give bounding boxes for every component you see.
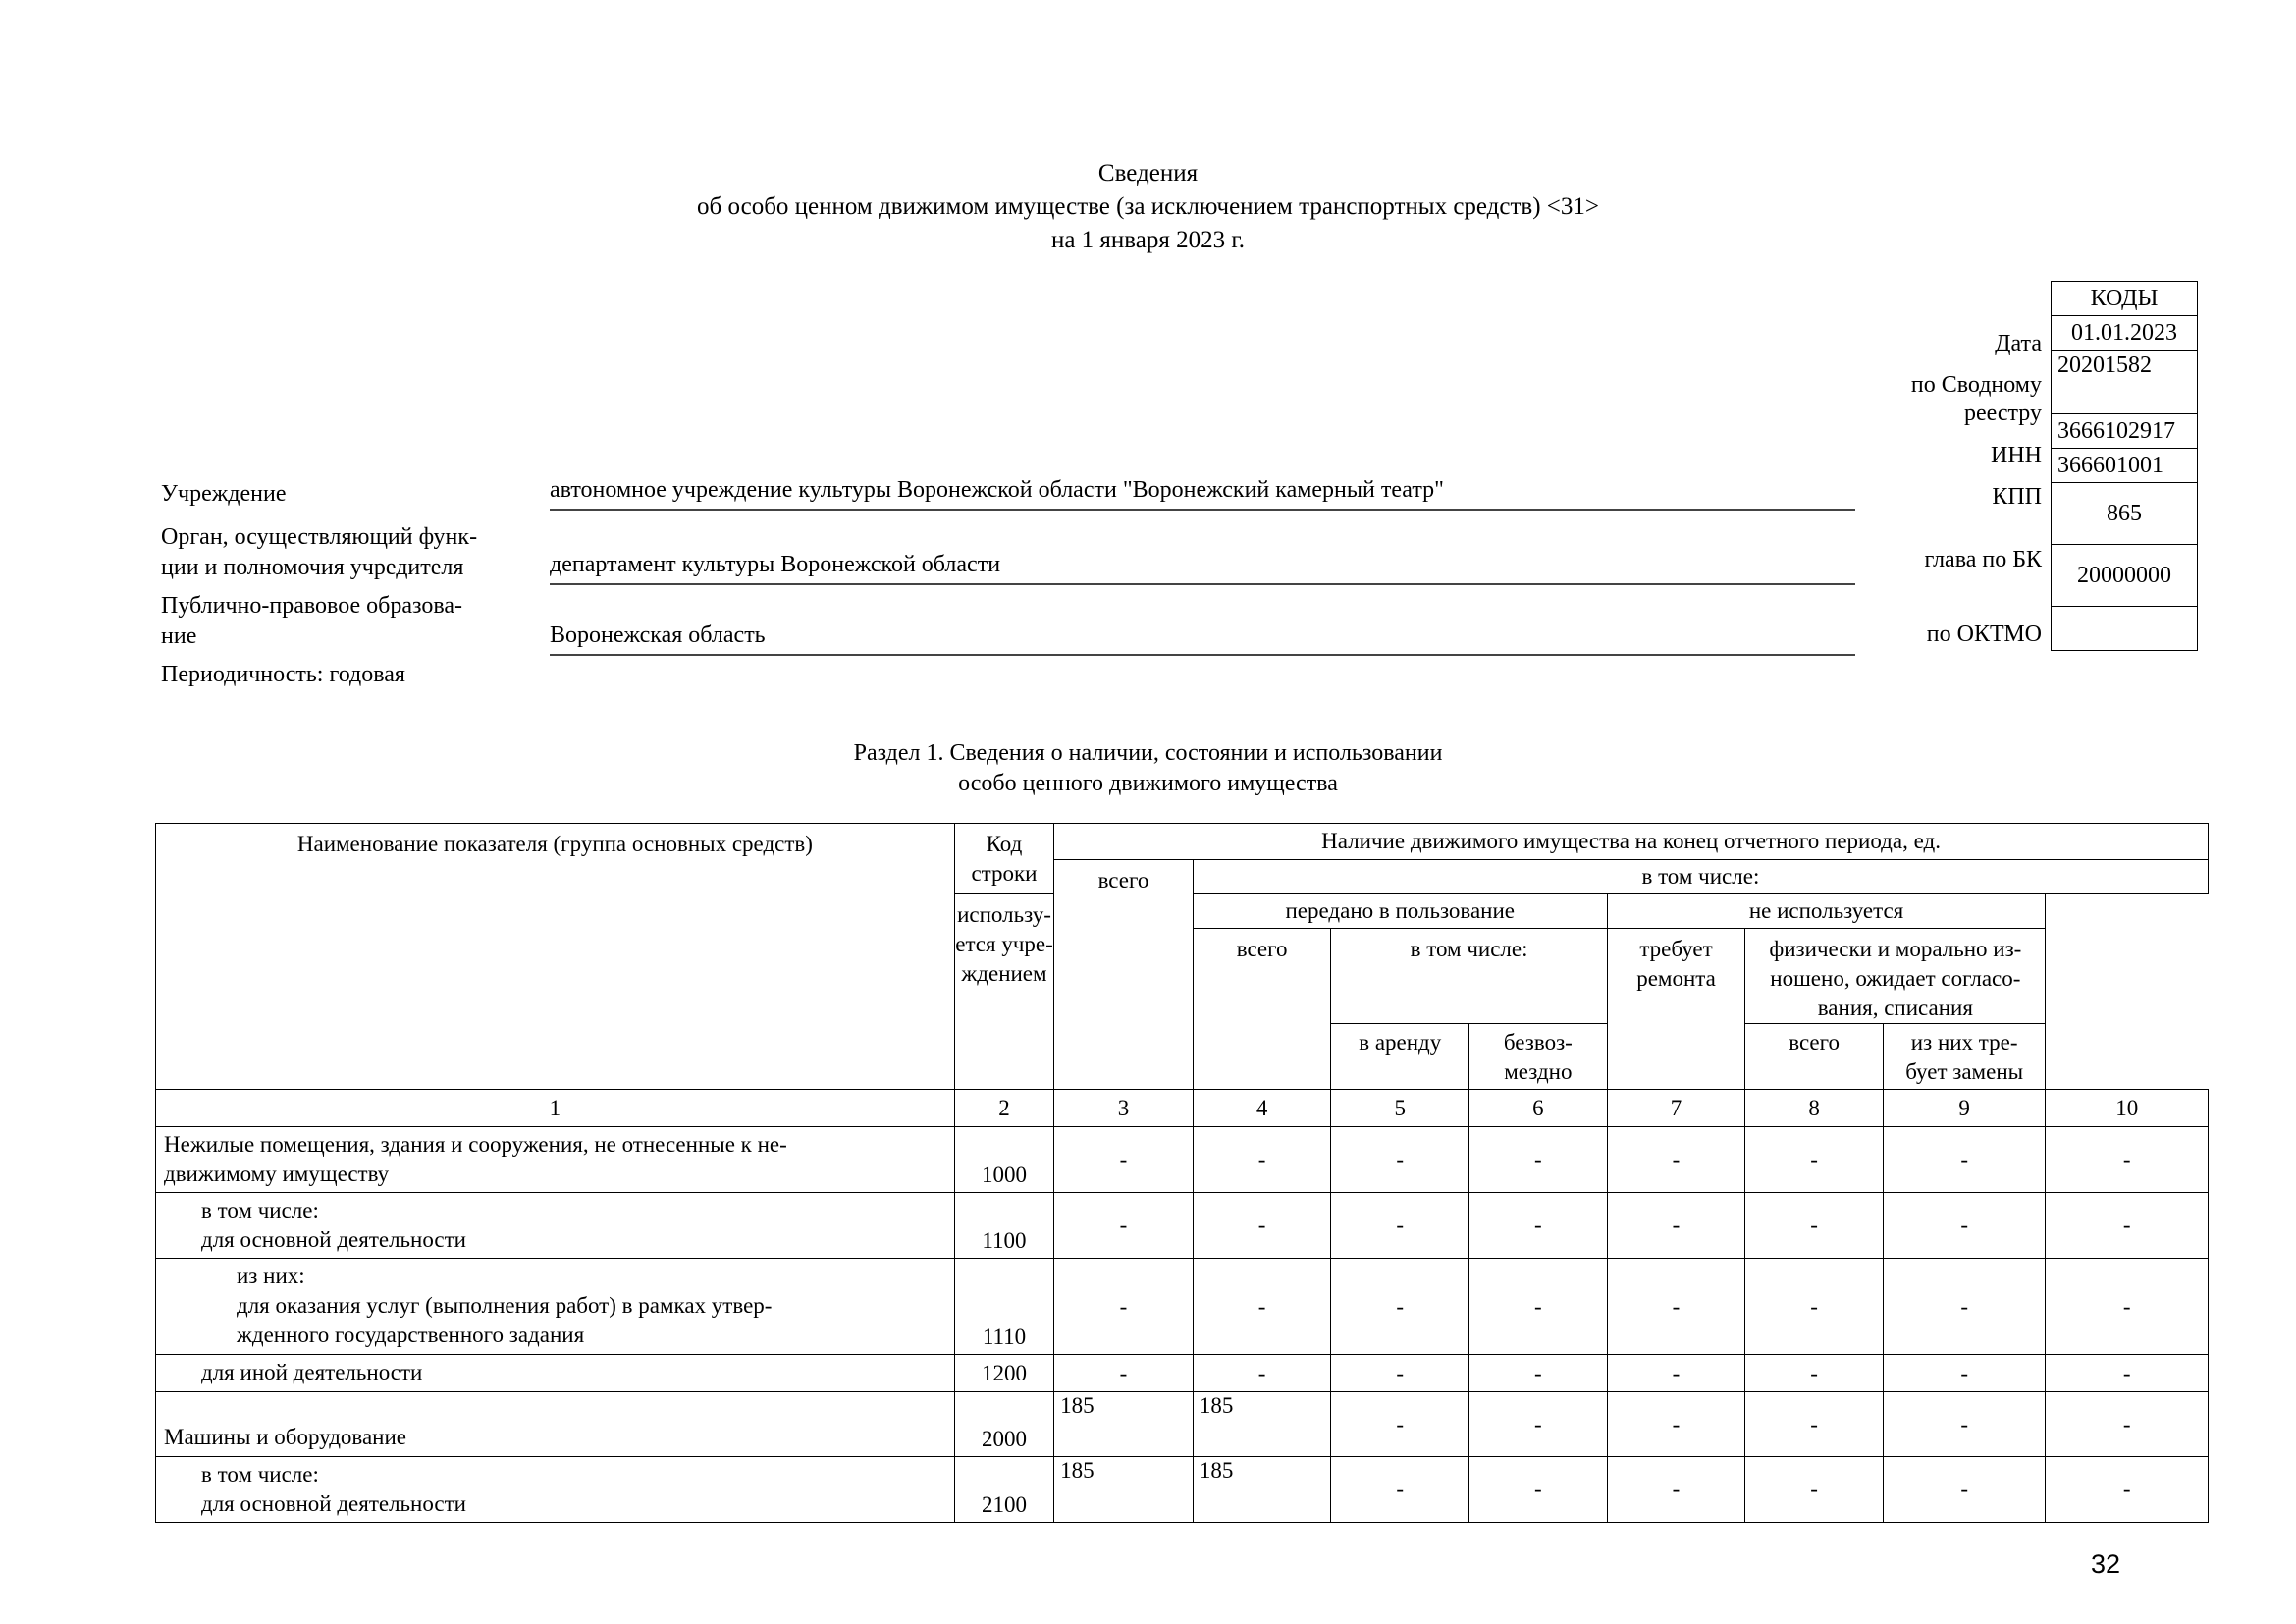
title-line-1: Сведения <box>1097 160 1199 187</box>
codes-value-kpp: 366601001 <box>2052 449 2198 483</box>
cell-1200-c4: - <box>1193 1355 1331 1392</box>
th-free-of-charge-line1: безвоз- <box>1503 1030 1573 1055</box>
cell-1200-c8: - <box>1745 1355 1884 1392</box>
codes-value-oktmo: 20000000 <box>2052 545 2198 607</box>
codes-row-consolidated-registry <box>2052 351 2198 414</box>
cell-1110-c10: - <box>2046 1259 2209 1355</box>
cell-1000-c5: - <box>1331 1127 1469 1193</box>
cell-1110-c3: - <box>1054 1259 1194 1355</box>
cell-2000-c7: - <box>1607 1392 1745 1457</box>
cell-2100-c6: - <box>1469 1457 1608 1523</box>
row-label-1110-line2: для оказания услуг (выполнения работ) в рамках утвер- <box>237 1293 773 1318</box>
codes-value-chapter-bk: 865 <box>2052 483 2198 545</box>
th-free-of-charge <box>1469 1024 1608 1090</box>
codes-value-consolidated-registry: 20201582 <box>2052 351 2198 414</box>
row-label-1200-line1: для иной деятельности <box>201 1360 423 1384</box>
row-label-1110 <box>156 1259 955 1355</box>
main-data-table <box>155 823 2209 1523</box>
th-free-of-charge-line2: мездно <box>1504 1059 1573 1084</box>
cell-1110-c9: - <box>1883 1259 2045 1355</box>
document-title <box>0 157 2296 257</box>
codes-table <box>2051 281 2198 651</box>
th-physically-worn-line2: ношено, ожидает согласо- <box>1770 966 2021 991</box>
cell-1200-c6: - <box>1469 1355 1608 1392</box>
cell-1100-c5: - <box>1331 1193 1469 1259</box>
codes-row-chapter-bk <box>2052 483 2198 545</box>
cell-1200-c3: - <box>1054 1355 1194 1392</box>
row-code-1000: 1000 <box>954 1127 1053 1193</box>
cell-1110-c4: - <box>1193 1259 1331 1355</box>
codes-label-consolidated-registry-line1: по Сводному <box>1910 372 2042 398</box>
colnum-8: 8 <box>1745 1090 1884 1127</box>
cell-2100-c8: - <box>1745 1457 1884 1523</box>
codes-row-inn <box>2052 414 2198 449</box>
th-requires-repair-line2: ремонта <box>1636 966 1716 991</box>
th-row-code-line1: Код <box>986 832 1023 856</box>
cell-1110-c5: - <box>1331 1259 1469 1355</box>
cell-1000-c4: - <box>1193 1127 1331 1193</box>
row-code-1200: 1200 <box>954 1355 1053 1392</box>
cell-1000-c10: - <box>2046 1127 2209 1193</box>
codes-row-oktmo <box>2052 545 2198 607</box>
codes-label-consolidated-registry <box>1629 371 2042 428</box>
codes-label-oktmo: по ОКТМО <box>1926 622 2042 647</box>
cell-2000-c3: 185 <box>1054 1392 1194 1457</box>
th-transferred-total: всего <box>1193 929 1331 1090</box>
founder-label <box>161 522 554 583</box>
th-transferred-including: в том числе: <box>1331 929 1607 1024</box>
row-code-1110: 1110 <box>954 1259 1053 1355</box>
row-label-2100-line1: в том числе: <box>201 1462 319 1487</box>
th-total: всего <box>1054 860 1194 1090</box>
row-label-1100-line2: для основной деятельности <box>201 1227 466 1252</box>
th-row-code-line2: строки <box>971 861 1038 886</box>
page-number: 32 <box>2091 1549 2121 1579</box>
codes-header-cell: КОДЫ <box>2052 282 2198 316</box>
row-code-1100: 1100 <box>954 1193 1053 1259</box>
codes-row-date <box>2052 316 2198 351</box>
codes-row-header <box>2052 282 2198 316</box>
founder-label-line2: ции и полномочия учредителя <box>161 555 464 580</box>
th-requires-repair-line1: требует <box>1639 937 1713 961</box>
table-row <box>156 1355 2209 1392</box>
cell-2000-c8: - <box>1745 1392 1884 1457</box>
cell-1100-c6: - <box>1469 1193 1608 1259</box>
th-physically-worn-line1: физически и морально из- <box>1769 937 2022 961</box>
codes-label-inn: ИНН <box>1991 443 2042 468</box>
codes-value-blank <box>2052 607 2198 651</box>
codes-row-kpp <box>2052 449 2198 483</box>
row-label-2100 <box>156 1457 955 1523</box>
row-label-2000 <box>156 1392 955 1457</box>
cell-2100-c10: - <box>2046 1457 2209 1523</box>
cell-1000-c8: - <box>1745 1127 1884 1193</box>
codes-label-chapter-bk: глава по БК <box>1924 547 2042 572</box>
title-line-3: на 1 января 2023 г. <box>1050 227 1246 253</box>
section-heading <box>0 738 2296 799</box>
th-used-by-institution <box>954 894 1053 1090</box>
public-legal-entity-label <box>161 591 554 652</box>
cell-2000-c5: - <box>1331 1392 1469 1457</box>
row-label-2000-line1: Машины и оборудование <box>164 1425 406 1449</box>
row-code-2000: 2000 <box>954 1392 1053 1457</box>
title-line-2: об особо ценном движимом имуществе (за исключением транспортных средств) <31> <box>697 193 1599 220</box>
cell-1200-c10: - <box>2046 1355 2209 1392</box>
cell-1100-c9: - <box>1883 1193 2045 1259</box>
row-label-1000-line1: Нежилые помещения, здания и сооружения, не отнесенные к не- <box>164 1132 787 1157</box>
public-legal-entity-label-line1: Публично-правовое образова- <box>161 593 462 619</box>
codes-value-date: 01.01.2023 <box>2052 316 2198 351</box>
table-row <box>156 1259 2209 1355</box>
cell-1100-c3: - <box>1054 1193 1194 1259</box>
founder-label-line1: Орган, осуществляющий функ- <box>161 524 478 550</box>
section-heading-line1: Раздел 1. Сведения о наличии, состоянии и использовании <box>853 740 1443 766</box>
cell-1100-c4: - <box>1193 1193 1331 1259</box>
cell-1000-c9: - <box>1883 1127 2045 1193</box>
colnum-9: 9 <box>1883 1090 2045 1127</box>
colnum-7: 7 <box>1607 1090 1745 1127</box>
institution-label: Учреждение <box>161 481 287 507</box>
cell-1200-c5: - <box>1331 1355 1469 1392</box>
cell-1110-c6: - <box>1469 1259 1608 1355</box>
codes-row-blank <box>2052 607 2198 651</box>
institution-value: автономное учреждение культуры Воронежской области "Воронежский камерный театр" <box>550 477 1855 511</box>
periodicity-label: Периодичность: годовая <box>161 662 405 687</box>
cell-2100-c9: - <box>1883 1457 2045 1523</box>
row-label-1200 <box>156 1355 955 1392</box>
colnum-1: 1 <box>156 1090 955 1127</box>
table-row <box>156 1457 2209 1523</box>
th-requires-replacement <box>1883 1024 2045 1090</box>
row-label-2100-line2: для основной деятельности <box>201 1491 466 1516</box>
cell-1100-c7: - <box>1607 1193 1745 1259</box>
th-used-by-institution-line3: ждением <box>961 961 1047 986</box>
table-row <box>156 1193 2209 1259</box>
cell-1100-c10: - <box>2046 1193 2209 1259</box>
th-including: в том числе: <box>1193 860 2208 894</box>
cell-2000-c10: - <box>2046 1392 2209 1457</box>
colnum-10: 10 <box>2046 1090 2209 1127</box>
th-not-used: не используется <box>1607 894 2046 929</box>
cell-1200-c7: - <box>1607 1355 1745 1392</box>
public-legal-entity-value: Воронежская область <box>550 623 1855 656</box>
th-physically-worn-line3: вания, списания <box>1817 996 1973 1020</box>
row-label-1100 <box>156 1193 955 1259</box>
table-row <box>156 1127 2209 1193</box>
th-row-code <box>954 824 1053 894</box>
cell-2100-c3: 185 <box>1054 1457 1194 1523</box>
founder-value: департамент культуры Воронежской области <box>550 552 1855 585</box>
colnum-3: 3 <box>1054 1090 1194 1127</box>
th-requires-repair <box>1607 929 1745 1090</box>
codes-label-consolidated-registry-line2: реестру <box>1963 401 2042 426</box>
table-header-row-1 <box>156 824 2209 860</box>
cell-1100-c8: - <box>1745 1193 1884 1259</box>
cell-2100-c7: - <box>1607 1457 1745 1523</box>
table-row <box>156 1392 2209 1457</box>
public-legal-entity-label-line2: ние <box>161 623 197 649</box>
section-heading-line2: особо ценного движимого имущества <box>958 771 1338 796</box>
th-used-by-institution-line1: использу- <box>957 902 1051 927</box>
codes-label-kpp: КПП <box>1992 484 2042 510</box>
colnum-5: 5 <box>1331 1090 1469 1127</box>
th-used-by-institution-line2: ется учре- <box>955 932 1053 956</box>
row-label-1000 <box>156 1127 955 1193</box>
th-presence: Наличие движимого имущества на конец отчетного периода, ед. <box>1054 824 2209 860</box>
codes-label-date: Дата <box>1995 331 2042 356</box>
cell-2100-c4: 185 <box>1193 1457 1331 1523</box>
row-label-1100-line1: в том числе: <box>201 1198 319 1222</box>
cell-2000-c4: 185 <box>1193 1392 1331 1457</box>
cell-1200-c9: - <box>1883 1355 2045 1392</box>
cell-2000-c9: - <box>1883 1392 2045 1457</box>
row-label-1110-line1: из них: <box>237 1264 305 1288</box>
cell-1000-c3: - <box>1054 1127 1194 1193</box>
cell-1000-c6: - <box>1469 1127 1608 1193</box>
th-requires-replacement-line1: из них тре- <box>1910 1030 2018 1055</box>
th-physically-worn <box>1745 929 2046 1024</box>
colnum-6: 6 <box>1469 1090 1608 1127</box>
th-worn-total: всего <box>1745 1024 1884 1090</box>
colnum-2: 2 <box>954 1090 1053 1127</box>
row-label-1110-line3: жденного государственного задания <box>237 1323 585 1347</box>
codes-value-inn: 3666102917 <box>2052 414 2198 449</box>
th-indicator-name: Наименование показателя (группа основных средств) <box>156 824 955 1090</box>
cell-1110-c7: - <box>1607 1259 1745 1355</box>
th-transferred-for-use: передано в пользование <box>1193 894 1607 929</box>
cell-1110-c8: - <box>1745 1259 1884 1355</box>
th-requires-replacement-line2: бует замены <box>1905 1059 2024 1084</box>
cell-1000-c7: - <box>1607 1127 1745 1193</box>
colnum-4: 4 <box>1193 1090 1331 1127</box>
cell-2000-c6: - <box>1469 1392 1608 1457</box>
row-code-2100: 2100 <box>954 1457 1053 1523</box>
row-label-1000-line2: движимому имуществу <box>164 1162 390 1186</box>
cell-2100-c5: - <box>1331 1457 1469 1523</box>
th-lease: в аренду <box>1331 1024 1469 1090</box>
table-column-number-row <box>156 1090 2209 1127</box>
